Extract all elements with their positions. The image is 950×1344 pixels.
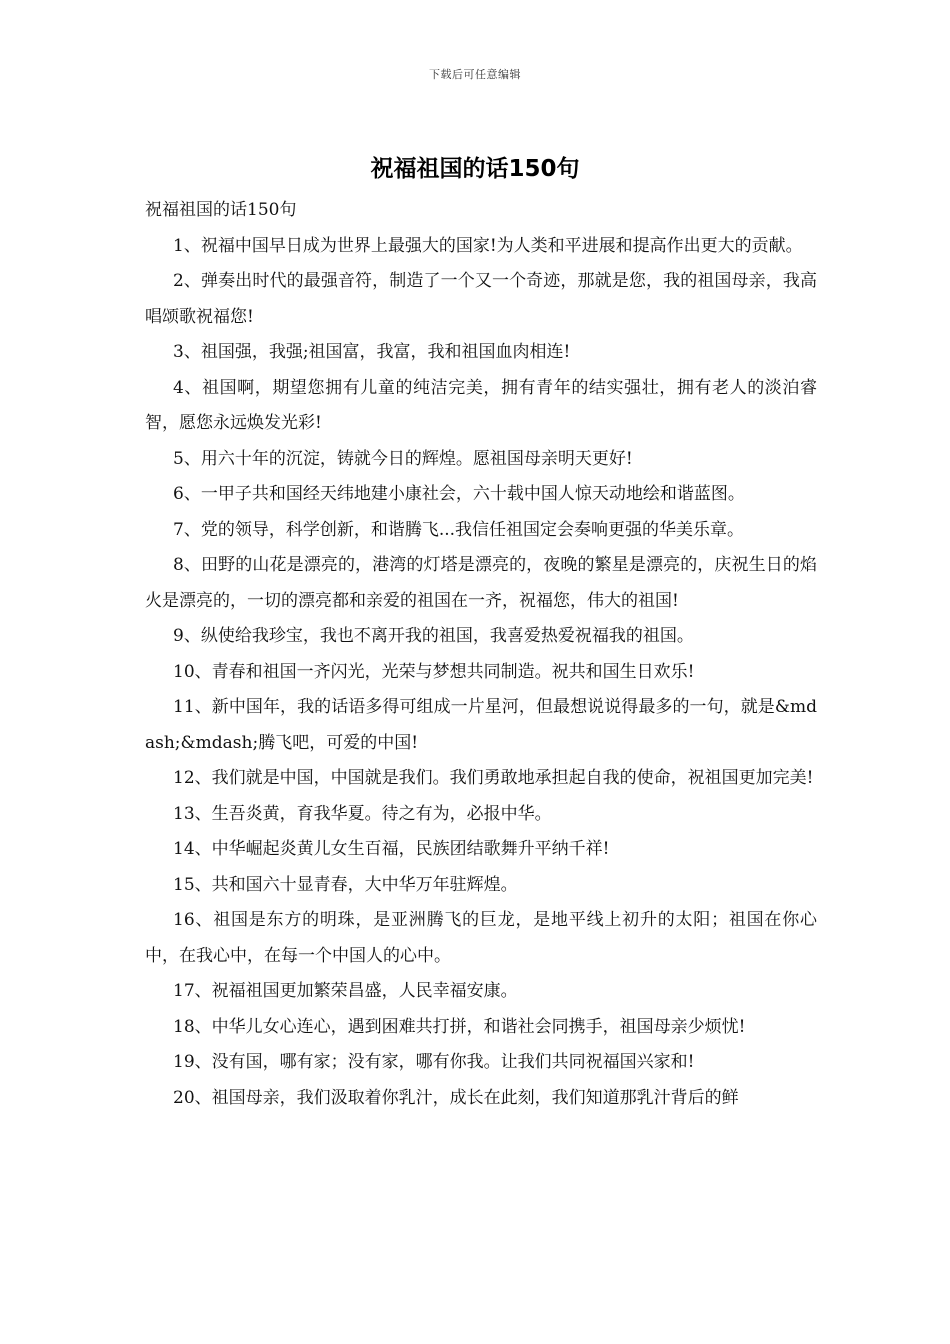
paragraph: 20、祖国母亲，我们汲取着你乳汁，成长在此刻，我们知道那乳汁背后的鲜: [173, 1087, 739, 1108]
document-subtitle: 祝福祖国的话150句: [145, 200, 297, 220]
header-note: 下载后可任意编辑: [429, 68, 521, 81]
paragraph: 1、祝福中国早日成为世界上最强大的国家!为人类和平进展和提高作出更大的贡献。: [173, 235, 803, 256]
paragraph: 18、中华儿女心连心，遇到困难共打拼，和谐社会同携手，祖国母亲少烦忧!: [173, 1016, 746, 1037]
paragraph: 15、共和国六十显青春，大中华万年驻辉煌。: [173, 874, 518, 895]
paragraph: 11、新中国年，我的话语多得可组成一片星河，但最想说说得最多的一句，就是&mdash;&mdash;腾飞吧，可爱的中国!: [145, 697, 817, 753]
paragraph: 6、一甲子共和国经天纬地建小康社会，六十载中国人惊天动地绘和谐蓝图。: [173, 484, 745, 504]
paragraph: 16、祖国是东方的明珠，是亚洲腾飞的巨龙，是地平线上初升的太阳；祖国在你心中，在我心中，在每一个中国人的心中。: [145, 910, 817, 966]
paragraph: 19、没有国，哪有家；没有家，哪有你我。让我们共同祝福国兴家和!: [173, 1052, 695, 1072]
paragraph: 13、生吾炎黄，育我华夏。待之有为，必报中华。: [173, 803, 552, 824]
paragraph: 8、田野的山花是漂亮的，港湾的灯塔是漂亮的，夜晚的繁星是漂亮的，庆祝生日的焰火是漂亮的，一切的漂亮都和亲爱的祖国在一齐，祝福您，伟大的祖国!: [145, 555, 817, 611]
paragraph: 14、中华崛起炎黄儿女生百福，民族团结歌舞升平纳千祥!: [173, 839, 610, 859]
paragraph: 10、青春和祖国一齐闪光，光荣与梦想共同制造。祝共和国生日欢乐!: [173, 661, 695, 682]
paragraph: 2、弹奏出时代的最强音符，制造了一个又一个奇迹，那就是您，我的祖国母亲，我高唱颂歌祝福您!: [145, 271, 817, 327]
paragraph: 3、祖国强，我强;祖国富，我富，我和祖国血肉相连!: [173, 342, 571, 362]
document-body: [145, 193, 817, 1116]
paragraph: 7、党的领导，科学创新，和谐腾飞...我信任祖国定会奏响更强的华美乐章。: [173, 519, 745, 540]
paragraph: 17、祝福祖国更加繁荣昌盛，人民幸福安康。: [173, 981, 518, 1001]
document-title: 祝福祖国的话150句: [370, 156, 580, 182]
paragraph: 9、纵使给我珍宝，我也不离开我的祖国，我喜爱热爱祝福我的祖国。: [173, 626, 694, 646]
paragraph: 4、祖国啊，期望您拥有儿童的纯洁完美，拥有青年的结实强壮，拥有老人的淡泊睿智，愿您永远焕发光彩!: [145, 377, 817, 433]
paragraph: 12、我们就是中国，中国就是我们。我们勇敢地承担起自我的使命，祝祖国更加完美!: [173, 768, 814, 788]
paragraph: 5、用六十年的沉淀，铸就今日的辉煌。愿祖国母亲明天更好!: [173, 448, 633, 469]
